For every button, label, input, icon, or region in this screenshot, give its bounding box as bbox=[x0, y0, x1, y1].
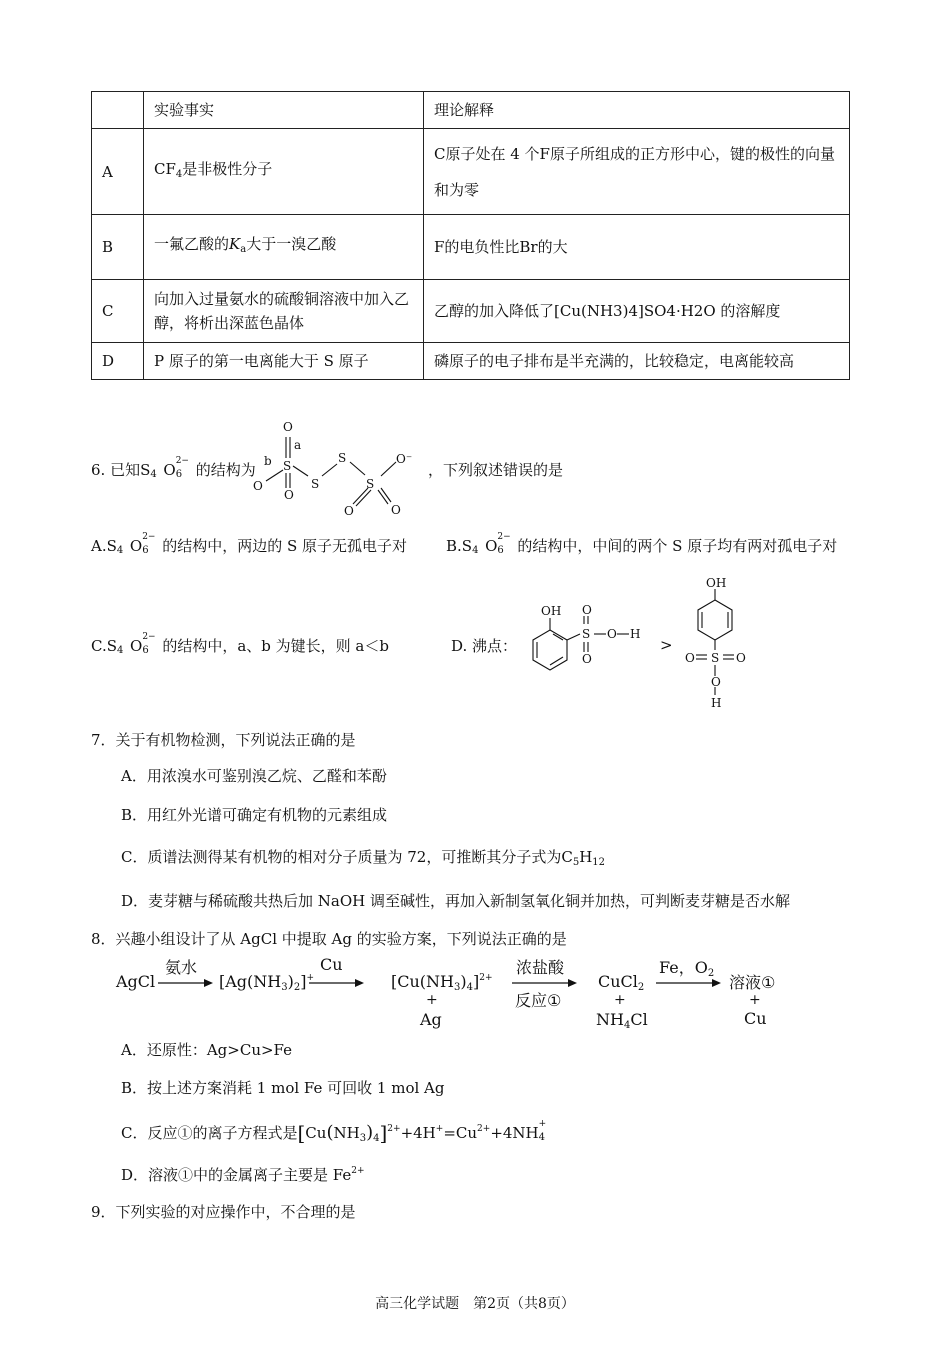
table-row bbox=[92, 129, 850, 215]
atom-o: O bbox=[685, 651, 695, 665]
atom-o-minus: O⁻ bbox=[396, 452, 413, 466]
q6-option-d-label: D. 沸点： bbox=[451, 637, 518, 655]
q6-option-a: A.S 4 O 2− 6 的结构中，两边的 S 原子无孤电子对 bbox=[91, 532, 408, 556]
q8-option-d: D．溶液①中的金属离子主要是 $Fe^{2+}$ bbox=[121, 1166, 365, 1184]
atom-o: O bbox=[284, 488, 294, 502]
q8-option-a: A．还原性：Ag>Cu>Fe bbox=[121, 1041, 293, 1059]
row-fact: P 原子的第一电离能大于 S 原子 bbox=[144, 343, 424, 380]
arrow-right-icon bbox=[656, 978, 722, 988]
row-label: C bbox=[92, 280, 144, 343]
atom-o: O bbox=[391, 503, 401, 517]
atom-o: O bbox=[607, 627, 617, 641]
table-header-row bbox=[92, 92, 850, 129]
atom-o: O bbox=[253, 479, 263, 493]
row-label: B bbox=[92, 215, 144, 280]
plus-sign: + bbox=[614, 992, 626, 1008]
row-fact: 向加入过量氨水的硫酸铜溶液中加入乙醇，将析出深蓝色晶体 bbox=[144, 280, 424, 343]
arrow3-bottom-label: 反应① bbox=[515, 991, 562, 1010]
para-hydroxybenzenesulfonic-acid bbox=[680, 575, 750, 710]
atom-oh: OH bbox=[541, 604, 562, 618]
table-header-cell bbox=[92, 92, 144, 129]
q8-reaction-scheme bbox=[0, 950, 950, 1035]
facts-table bbox=[91, 91, 850, 380]
row-label: D bbox=[92, 343, 144, 380]
q6-option-b: B.S 4 O 2− 6 的结构中，中间的两个 S 原子均有两对孤电子对 bbox=[446, 532, 838, 556]
scheme-solution-1: 溶液① bbox=[729, 973, 776, 992]
atom-h: H bbox=[711, 696, 722, 710]
q7-option-a: A．用浓溴水可鉴别溴乙烷、乙醛和苯酚 bbox=[121, 767, 387, 785]
table-row bbox=[92, 215, 850, 280]
scheme-cu: Cu bbox=[744, 1009, 767, 1028]
atom-s: S bbox=[582, 627, 591, 641]
arrow-right-icon bbox=[309, 978, 365, 988]
row-fact: $CF_4$是非极性分子 bbox=[144, 129, 424, 215]
arrow1-label: 氨水 bbox=[165, 958, 198, 977]
q9-stem: 9．下列实验的对应操作中，不合理的是 bbox=[91, 1203, 356, 1221]
atom-oh: OH bbox=[706, 576, 727, 590]
page-footer: 高三化学试题 第2页（共8页） bbox=[375, 1296, 575, 1312]
atom-h: H bbox=[630, 627, 641, 641]
arrow4-label: Fe，$O_2$ bbox=[659, 958, 715, 979]
arrow3-top-label: 浓盐酸 bbox=[516, 958, 565, 977]
greater-than-sign: > bbox=[660, 636, 673, 654]
atom-o: O bbox=[344, 504, 354, 518]
row-label: A bbox=[92, 129, 144, 215]
scheme-cu-complex: $[Cu(NH_3)_4]^{2+}$ bbox=[391, 972, 493, 993]
atom-s: S bbox=[283, 459, 292, 473]
atom-o: O bbox=[582, 603, 592, 617]
row-explanation: C原子处在 4 个F原子所组成的正方形中心，键的极性的向量和为零 bbox=[424, 129, 850, 215]
arrow-right-icon bbox=[512, 978, 578, 988]
table-row bbox=[92, 343, 850, 380]
atom-o: O bbox=[283, 420, 293, 434]
scheme-ag-complex: $[Ag(NH_3)_2]^+$ bbox=[219, 972, 315, 993]
scheme-nh4cl: $NH_4Cl$ bbox=[596, 1010, 648, 1031]
q6-stem: 6. 已知S 4 O 2− 6 的结构为 bbox=[91, 456, 256, 480]
q8-option-b: B．按上述方案消耗 1 mol Fe 可回收 1 mol Ag bbox=[121, 1079, 445, 1097]
q6-stem-end: ，下列叙述错误的是 bbox=[428, 461, 564, 479]
table-header-cell: 实验事实 bbox=[144, 92, 424, 129]
arrow2-label: Cu bbox=[320, 955, 343, 974]
table-row bbox=[92, 280, 850, 343]
row-explanation: 乙醇的加入降低了[Cu(NH3)4]SO4·H2O 的溶解度 bbox=[424, 280, 850, 343]
table-header-cell: 理论解释 bbox=[424, 92, 850, 129]
scheme-cucl2: CuCl$_2$ bbox=[598, 972, 645, 993]
atom-s: S bbox=[338, 451, 347, 465]
row-fact: 一氟乙酸的$K_a$大于一溴乙酸 bbox=[144, 215, 424, 280]
atom-o: O bbox=[736, 651, 746, 665]
row-explanation: F的电负性比Br的大 bbox=[424, 215, 850, 280]
atom-s: S bbox=[711, 651, 720, 665]
bond-label-b: b bbox=[264, 454, 272, 468]
atom-s: S bbox=[366, 477, 375, 491]
arrow-right-icon bbox=[158, 978, 214, 988]
scheme-agcl: AgCl bbox=[116, 972, 156, 991]
scheme-ag: Ag bbox=[420, 1010, 442, 1029]
q7-option-c: C．质谱法测得某有机物的相对分子质量为 72，可推断其分子式为$C_5H_{12}$ bbox=[121, 848, 606, 868]
ortho-hydroxybenzenesulfonic-acid bbox=[520, 600, 650, 682]
q6-option-c: C.S 4 O 2− 6 的结构中，a、b 为键长，则 a＜b bbox=[91, 632, 389, 656]
bond-label-a: a bbox=[294, 438, 302, 452]
atom-o: O bbox=[582, 652, 592, 666]
q7-option-b: B．用红外光谱可确定有机物的元素组成 bbox=[121, 806, 388, 824]
plus-sign: + bbox=[749, 992, 761, 1008]
q8-option-c: C．反应①的离子方程式是$[Cu(NH_3)_4]^{2+}+4H^+=Cu^{2+}+4NH$ + 4 bbox=[121, 1119, 547, 1145]
atom-o: O bbox=[711, 675, 721, 689]
atom-s: S bbox=[311, 477, 320, 491]
row-explanation: 磷原子的电子排布是半充满的，比较稳定，电离能较高 bbox=[424, 343, 850, 380]
plus-sign: + bbox=[426, 992, 438, 1008]
q8-stem: 8．兴趣小组设计了从 AgCl 中提取 Ag 的实验方案，下列说法正确的是 bbox=[91, 930, 567, 948]
q7-stem: 7．关于有机物检测，下列说法正确的是 bbox=[91, 731, 356, 749]
s4o6-structure-diagram bbox=[248, 418, 428, 518]
q7-option-d: D．麦芽糖与稀硫酸共热后加 NaOH 调至碱性，再加入新制氢氧化铜并加热，可判断麦芽糖是否水解 bbox=[121, 892, 791, 910]
